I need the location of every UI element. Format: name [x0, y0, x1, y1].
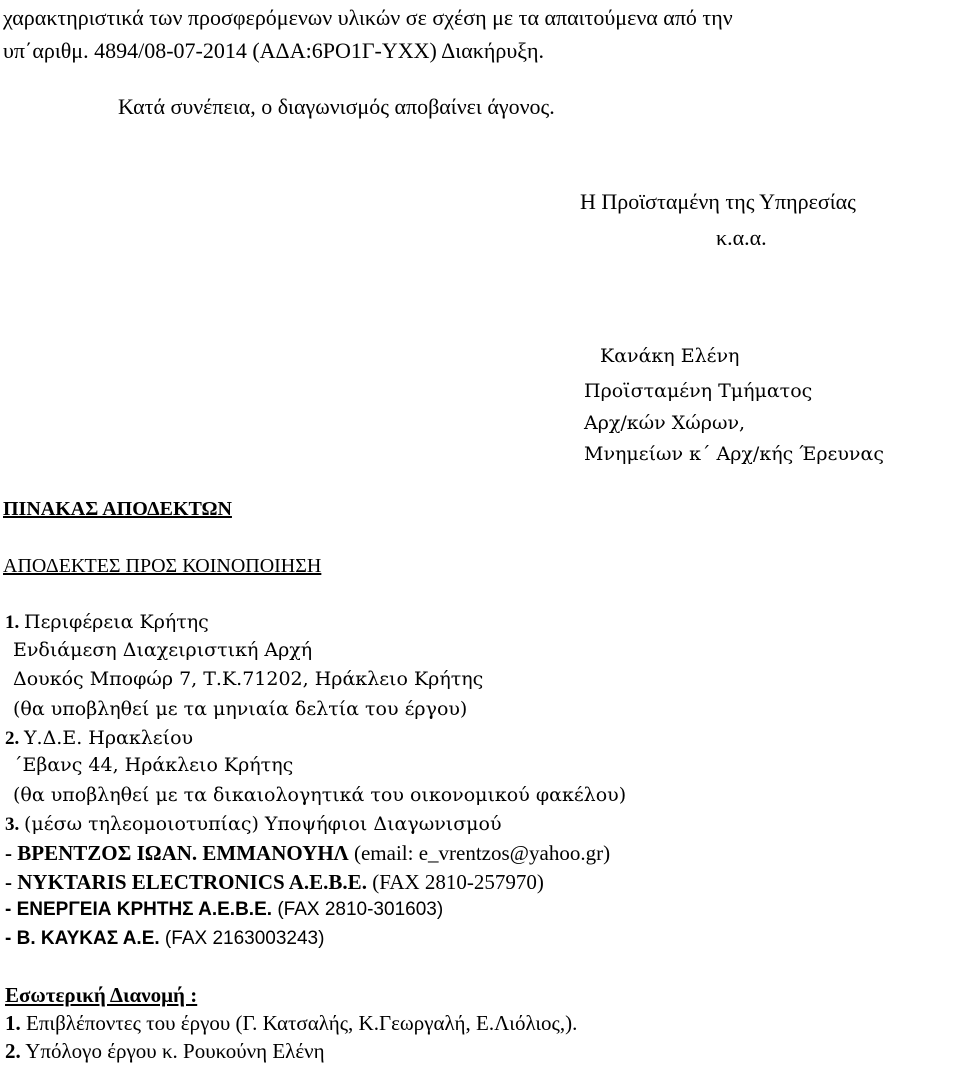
recipient-1-number: 1.: [5, 612, 20, 633]
recipients-heading: ΠΙΝΑΚΑΣ ΑΠΟΔΕΚΤΩΝ: [3, 498, 232, 520]
recipient-1-line-2: Ενδιάμεση Διαχειριστική Αρχή: [13, 639, 313, 661]
candidate-1-contact: (email: e_vrentzos@yahoo.gr): [348, 841, 611, 865]
internal-heading: Εσωτερική Διανομή :: [5, 983, 198, 1007]
signature-role-3: Μνημείων κ΄ Αρχ/κής Έρευνας: [584, 443, 884, 465]
recipient-1-line-3: Δουκός Μποφώρ 7, Τ.Κ.71202, Ηράκλειο Κρήτης: [13, 668, 484, 690]
candidate-1-name: - ΒΡΕΝΤΖΟΣ ΙΩΑΝ. ΕΜΜΑΝΟΥΗΛ: [5, 841, 349, 865]
candidate-4-contact: (FAX 2163003243): [159, 928, 325, 949]
recipient-3: [5, 815, 502, 834]
candidate-3-contact: (FAX 2810-301603): [272, 899, 444, 920]
signature-kaa: κ.α.α.: [716, 225, 767, 250]
signature-name: Κανάκη Ελένη: [600, 345, 740, 367]
intro-line-2: υπ΄αριθμ. 4894/08-07-2014 (ΑΔΑ:6ΡΟ1Γ-ΥΧΧ) Διακήρυξη.: [3, 38, 545, 63]
recipient-3-text: (μέσω τηλεομοιοτυπίας) Υποψήφιοι Διαγωνισμού: [24, 813, 502, 835]
candidate-2: [5, 872, 544, 893]
recipient-1-name: Περιφέρεια Κρήτης: [24, 611, 209, 633]
signature-role-2: Αρχ/κών Χώρων,: [584, 412, 746, 434]
candidate-3: [5, 900, 443, 919]
candidate-4-name: - Β. ΚΑΥΚΑΣ Α.Ε.: [5, 928, 160, 949]
intro-line-1: χαρακτηριστικά των προσφερόμενων υλικών σε σχέση με τα απαιτούμενα από την: [3, 5, 733, 30]
internal-item-2: [5, 1041, 325, 1062]
internal-item-1: [5, 1013, 577, 1034]
internal-item-1-text: Επιβλέποντες του έργου (Γ. Κατσαλής, Κ.Γεωργαλή, Ε.Λιόλιος,).: [26, 1011, 578, 1035]
intro-line-3: Κατά συνέπεια, ο διαγωνισμός αποβαίνει άγονος.: [118, 94, 555, 119]
recipient-1-line-4: (θα υποβληθεί με τα μηνιαία δελτία του έργου): [13, 698, 468, 720]
recipient-2-line-3: (θα υποβληθεί με τα δικαιολογητικά του οικονομικού φακέλου): [13, 784, 627, 806]
recipients-subheading: ΑΠΟΔΕΚΤΕΣ ΠΡΟΣ ΚΟΙΝΟΠΟΙΗΣΗ: [3, 555, 322, 577]
internal-item-2-text: Υπόλογο έργου κ. Ρουκούνη Ελένη: [25, 1039, 325, 1063]
recipient-2: [5, 729, 193, 748]
internal-item-1-number: 1.: [5, 1011, 21, 1035]
candidate-3-name: - ΕΝΕΡΓΕΙΑ ΚΡΗΤΗΣ Α.Ε.Β.Ε.: [5, 899, 273, 920]
recipient-2-number: 2.: [5, 728, 20, 749]
internal-item-2-number: 2.: [5, 1039, 21, 1063]
recipient-2-name: Υ.Δ.Ε. Ηρακλείου: [24, 727, 194, 749]
candidate-2-name: - NYKTARIS ELECTRONICS A.E.B.E.: [5, 870, 367, 894]
signature-role-1: Προϊσταμένη Τμήματος: [584, 380, 813, 402]
recipient-1: [5, 613, 209, 632]
recipient-3-number: 3.: [5, 814, 20, 835]
signature-title: Η Προϊσταμένη της Υπηρεσίας: [580, 189, 856, 214]
candidate-2-contact: (FAX 2810-257970): [366, 870, 544, 894]
candidate-1: [5, 843, 610, 864]
recipient-2-line-2: ΄Εβανς 44, Ηράκλειο Κρήτης: [13, 754, 294, 776]
candidate-4: [5, 929, 324, 948]
